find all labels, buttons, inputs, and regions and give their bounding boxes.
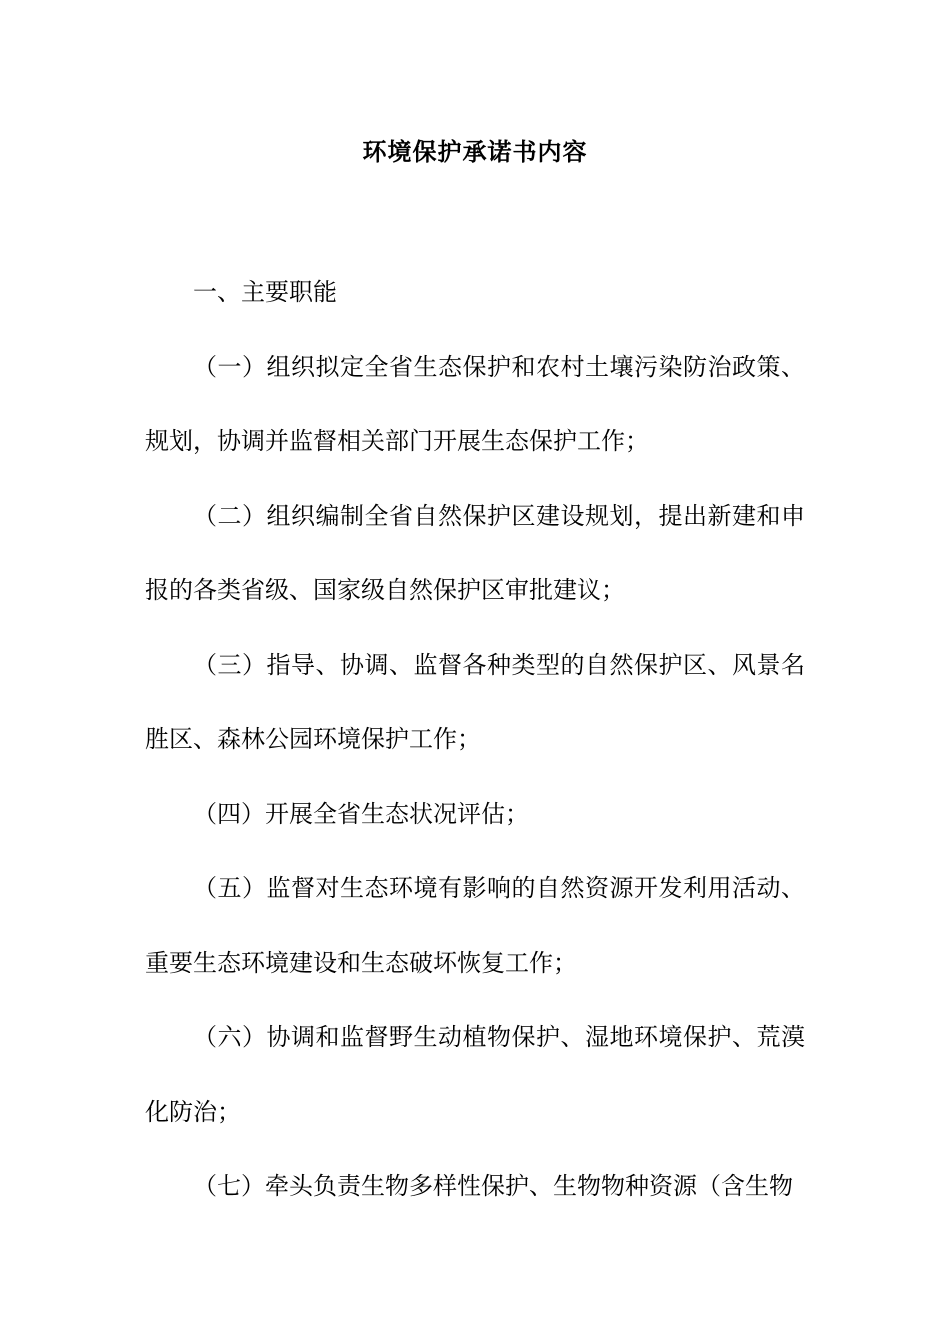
document-title: 环境保护承诺书内容 <box>362 137 588 166</box>
paragraph-3: （三）指导、协调、监督各种类型的自然保护区、风景名胜区、森林公园环境保护工作； <box>145 650 805 753</box>
paragraph-2: （二）组织编制全省自然保护区建设规划，提出新建和申报的各类省级、国家级自然保护区审批建议； <box>145 501 805 604</box>
paragraph-7: （七）牵头负责生物多样性保护、生物物种资源（含生物 <box>193 1172 793 1200</box>
document-body <box>145 255 805 1224</box>
paragraph-5: （五）监督对生态环境有影响的自然资源开发利用活动、重要生态环境建设和生态破坏恢复工作； <box>145 874 805 977</box>
section-heading: 一、主要职能 <box>193 278 337 306</box>
paragraph-4: （四）开展全省生态状况评估； <box>193 799 529 828</box>
paragraph-6: （六）协调和监督野生动植物保护、湿地环境保护、荒漠化防治； <box>145 1023 805 1126</box>
paragraph-1: （一）组织拟定全省生态保护和农村土壤污染防治政策、规划，协调并监督相关部门开展生态保护工作； <box>145 352 805 455</box>
